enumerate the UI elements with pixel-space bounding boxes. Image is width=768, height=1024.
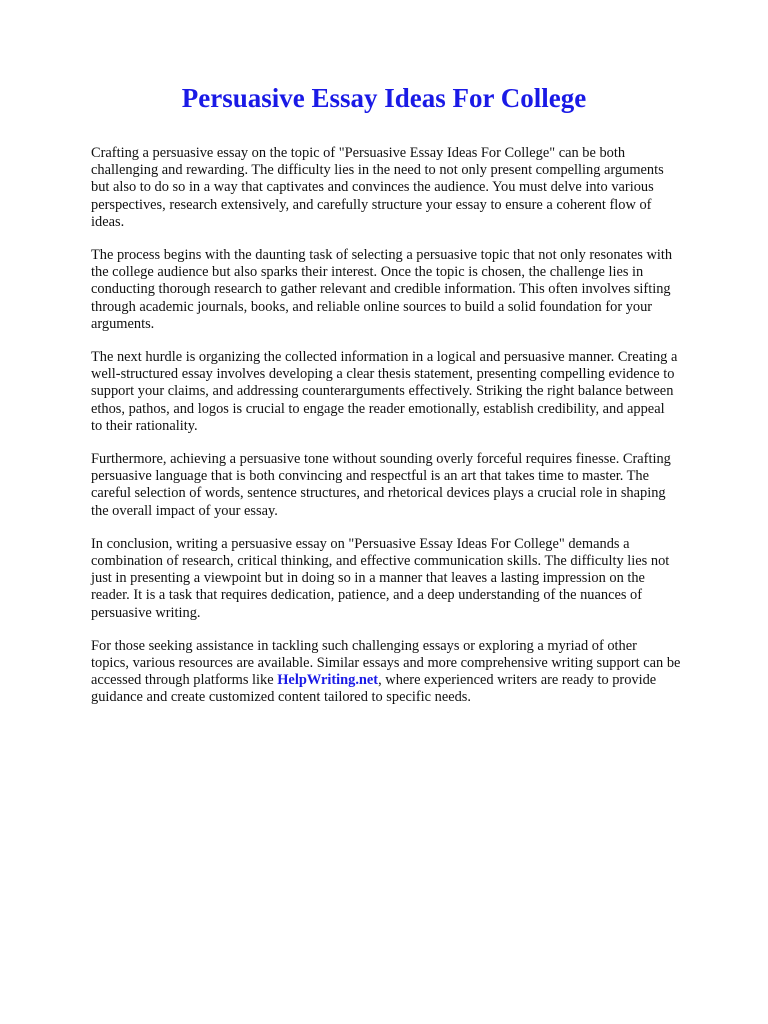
helpwriting-link[interactable]: HelpWriting.net	[277, 672, 379, 689]
text-line: In conclusion, writing a persuasive essay on "Persuasive Essay Ideas For College" demands a	[91, 535, 630, 552]
text-line: For those seeking assistance in tackling such challenging essays or exploring a myriad of other	[91, 637, 637, 654]
text-line: just in presenting a viewpoint but in doing so in a manner that leaves a lasting impression on the	[91, 570, 645, 587]
text-line: but also to do so in a way that captivates and convinces the audience. You must delve into various	[91, 179, 654, 196]
text-line-with-link	[91, 672, 731, 689]
text-line: ideas.	[91, 213, 125, 230]
link-lead-text: accessed through platforms like	[91, 672, 278, 689]
text-line: through academic journals, books, and reliable online sources to build a solid foundation for your	[91, 298, 653, 315]
paragraph-5	[91, 536, 731, 622]
text-line: the college audience but also sparks their interest. Once the topic is chosen, the challenge lies in	[91, 264, 644, 281]
link-trail-text: , where experienced writers are ready to provide	[378, 672, 657, 689]
document-title: Persuasive Essay Ideas For College	[181, 83, 587, 113]
text-line: The process begins with the daunting task of selecting a persuasive topic that not only resonates with	[91, 247, 673, 264]
text-line: ethos, pathos, and logos is crucial to engage the reader emotionally, establish credibility, and appeal	[91, 400, 665, 417]
text-line: combination of research, critical thinking, and effective communication skills. The difficulty lies not	[91, 553, 670, 570]
text-line: arguments.	[91, 315, 155, 332]
paragraph-1	[91, 145, 731, 231]
document-body	[91, 145, 731, 723]
text-line: support your claims, and addressing counterarguments effectively. Striking the right balance between	[91, 383, 674, 400]
text-line: to their rationality.	[91, 417, 198, 434]
text-line: well-structured essay involves developing a clear thesis statement, presenting compelling evidence to	[91, 366, 675, 383]
text-line: careful selection of words, sentence structures, and rhetorical devices plays a crucial role in shaping	[91, 485, 666, 502]
text-line: guidance and create customized content tailored to specific needs.	[91, 689, 471, 706]
text-line: challenging and rewarding. The difficulty lies in the need to not only present compelling arguments	[91, 162, 664, 179]
paragraph-3	[91, 349, 731, 435]
text-line: The next hurdle is organizing the collected information in a logical and persuasive manner. Creating a	[91, 349, 678, 366]
text-line: persuasive writing.	[91, 604, 201, 621]
text-line: conducting thorough research to gather relevant and credible information. This often involves sifting	[91, 281, 671, 298]
text-line: Crafting a persuasive essay on the topic of "Persuasive Essay Ideas For College" can be both	[91, 145, 626, 161]
text-line: persuasive language that is both convincing and respectful is an art that takes time to master. The	[91, 468, 650, 485]
text-line: perspectives, research extensively, and carefully structure your essay to ensure a coherent flow of	[91, 196, 652, 213]
text-line: topics, various resources are available. Similar essays and more comprehensive writing support can be	[91, 655, 681, 672]
paragraph-4	[91, 451, 731, 520]
text-line: the overall impact of your essay.	[91, 502, 278, 519]
paragraph-2	[91, 247, 731, 333]
text-line: reader. It is a task that requires dedication, patience, and a deep understanding of the nuances of	[91, 587, 643, 604]
closing-paragraph	[91, 638, 731, 707]
text-line: Furthermore, achieving a persuasive tone without sounding overly forceful requires finesse. Crafting	[91, 451, 671, 468]
